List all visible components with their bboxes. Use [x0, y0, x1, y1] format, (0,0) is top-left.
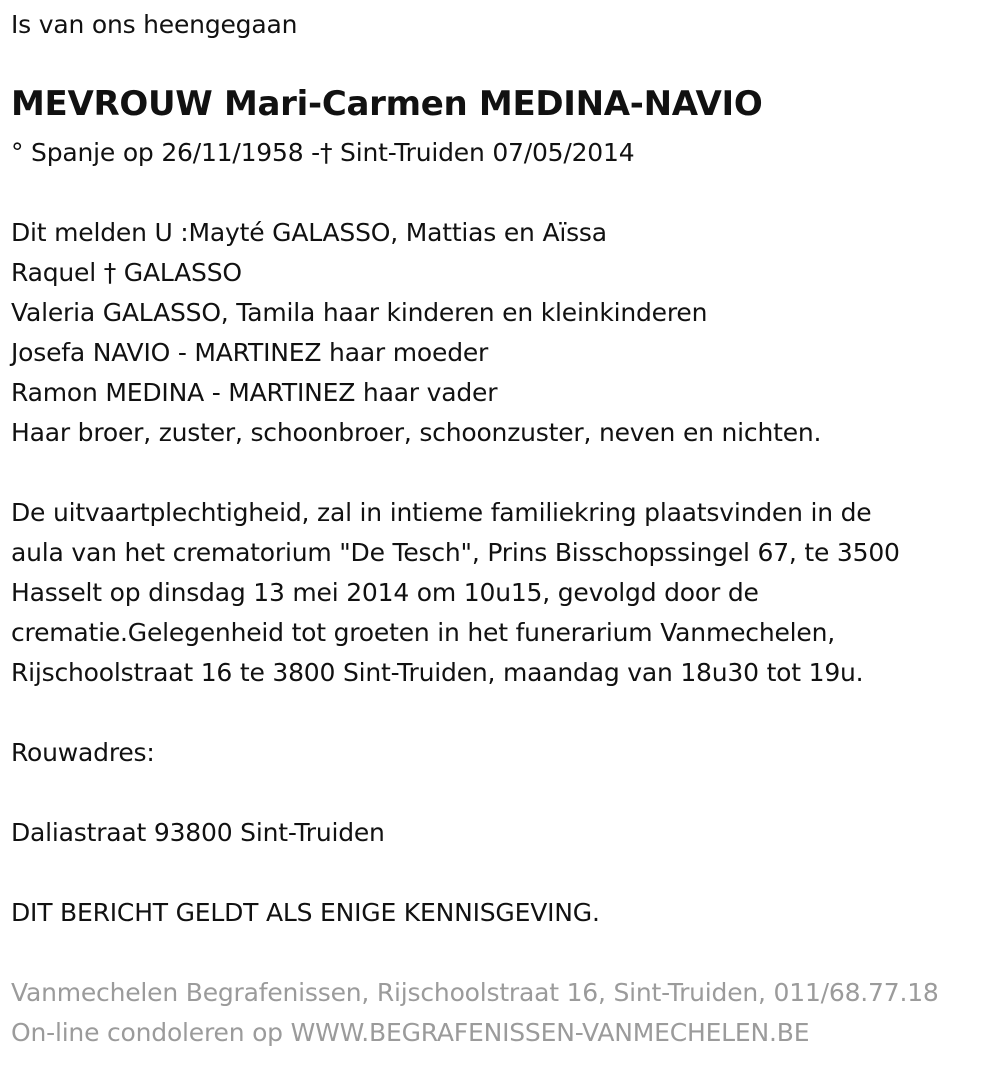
family-line: Raquel † GALASSO	[11, 258, 242, 287]
family-line: Dit melden U :Mayté GALASSO, Mattias en Aïssa	[11, 218, 607, 247]
family-line: Ramon MEDINA - MARTINEZ haar vader	[11, 378, 498, 407]
address-label: Rouwadres:	[11, 738, 155, 767]
family-line: Haar broer, zuster, schoonbroer, schoonzuster, neven en nichten.	[11, 418, 822, 447]
funeral-home-line: Vanmechelen Begrafenissen, Rijschoolstraat 16, Sint-Truiden, 011/68.77.18	[11, 978, 939, 1007]
ceremony-line: aula van het crematorium "De Tesch", Prins Bisschopssingel 67, te 3500	[11, 538, 900, 567]
ceremony-line: Hasselt op dinsdag 13 mei 2014 om 10u15, gevolgd door de	[11, 578, 759, 607]
ceremony-line: Rijschoolstraat 16 te 3800 Sint-Truiden, maandag van 18u30 tot 19u.	[11, 658, 864, 687]
ceremony-line: crematie.Gelegenheid tot groeten in het funerarium Vanmechelen,	[11, 618, 835, 647]
mourning-address: Daliastraat 93800 Sint-Truiden	[11, 818, 385, 847]
condolence-link[interactable]: On-line condoleren op WWW.BEGRAFENISSEN-VANMECHELEN.BE	[11, 1018, 810, 1047]
birth-death-line: ° Spanje op 26/11/1958 -† Sint-Truiden 07/05/2014	[11, 138, 635, 167]
family-line: Valeria GALASSO, Tamila haar kinderen en kleinkinderen	[11, 298, 708, 327]
deceased-name: MEVROUW Mari-Carmen MEDINA-NAVIO	[11, 84, 763, 124]
ceremony-line: De uitvaartplechtigheid, zal in intieme familiekring plaatsvinden in de	[11, 498, 872, 527]
family-line: Josefa NAVIO - MARTINEZ haar moeder	[11, 338, 489, 367]
intro-text: Is van ons heengegaan	[11, 10, 298, 39]
notice-text: DIT BERICHT GELDT ALS ENIGE KENNISGEVING.	[11, 898, 600, 927]
